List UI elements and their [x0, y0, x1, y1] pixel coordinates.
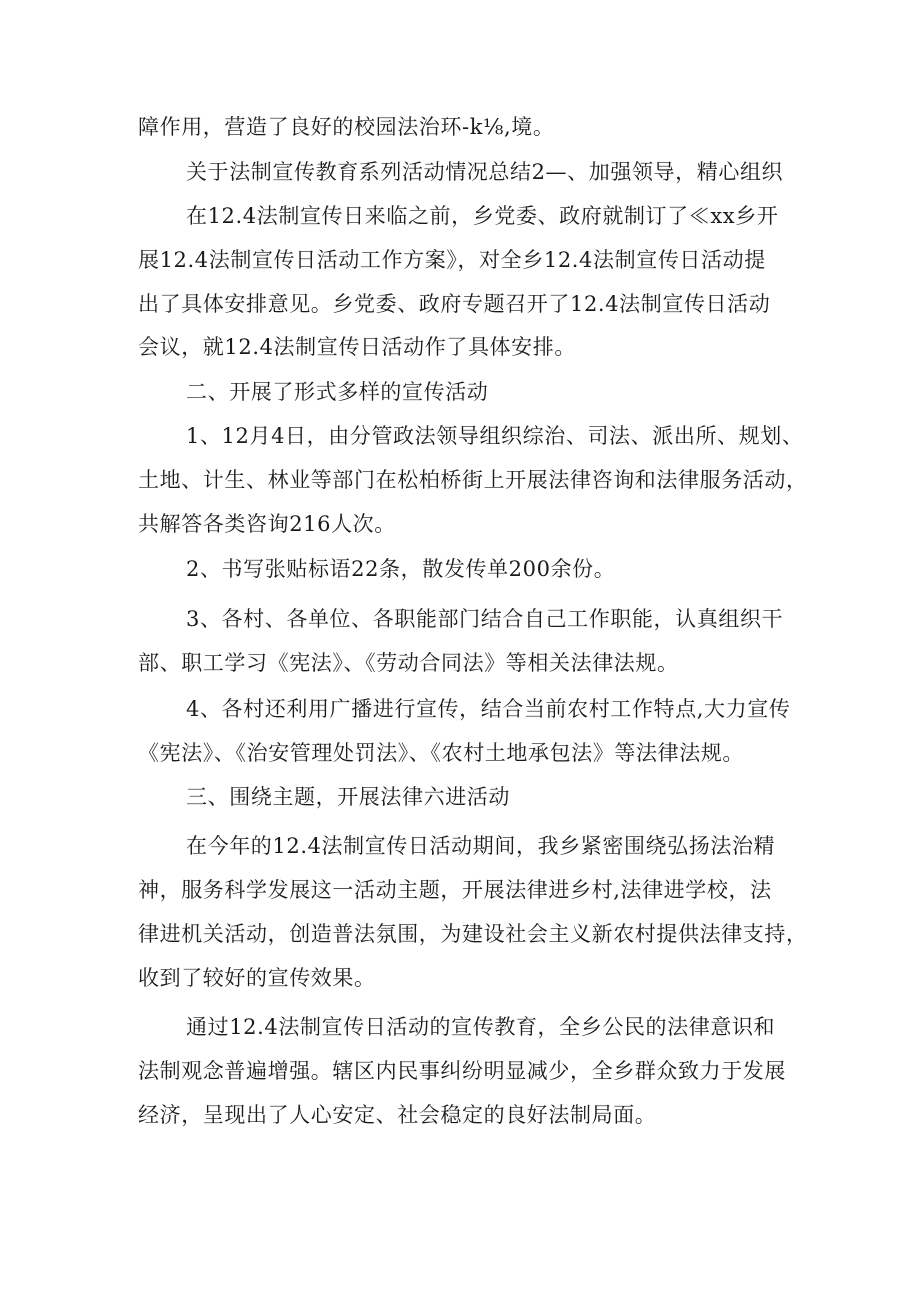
paragraph-line: 通过12.4法制宣传日活动的宣传教育，全乡公民的法律意识和: [186, 1015, 776, 1039]
paragraph-line: 律进机关活动，创造普法氛围，为建设社会主义新农村提供法律支持，: [138, 922, 808, 946]
paragraph-line: 在12.4法制宣传日来临之前，乡党委、政府就制订了≪xx乡开: [186, 204, 779, 228]
continuation-line: 障作用，营造了良好的校园法治环-k⅛,境。: [138, 115, 555, 139]
list-item-line: 《宪法》、《治安管理处罚法》、《农村土地承包法》等法律法规。: [138, 741, 744, 765]
paragraph-line: 出了具体安排意见。乡党委、政府专题召开了12.4法制宣传日活动: [138, 292, 771, 316]
list-item-line: 1、12月4日，由分管政法领导组织综治、司法、派出所、规划、: [186, 424, 804, 448]
summary-title-line: 关于法制宣传教育系列活动情况总结2—、加强领导，精心组织: [186, 160, 784, 184]
list-item-line: 2、书写张贴标语22条，散发传单200余份。: [186, 557, 616, 581]
list-item-line: 土地、计生、林业等部门在松柏桥街上开展法律咨询和法律服务活动，: [138, 468, 808, 492]
paragraph-line: 收到了较好的宣传效果。: [138, 966, 376, 990]
section-heading: 三、围绕主题，开展法律六进活动: [186, 785, 510, 809]
paragraph-line: 神，服务科学发展这一活动主题，开展法律进乡村,法律进学校，法: [138, 878, 772, 902]
paragraph-line: 展12.4法制宣传日活动工作方案》，对全乡12.4法制宣传日活动提: [138, 248, 766, 272]
paragraph-line: 经济，呈现出了人心安定、社会稳定的良好法制局面。: [138, 1103, 657, 1127]
list-item-line: 共解答各类咨询216人次。: [138, 512, 396, 536]
list-item-line: 部、职工学习《宪法》、《劳动合同法》等相关法律法规。: [138, 651, 679, 675]
list-item-line: 3、各村、各单位、各职能部门结合自己工作职能，认真组织干: [186, 607, 784, 631]
paragraph-line: 在今年的12.4法制宣传日活动期间，我乡紧密围绕弘扬法治精: [186, 834, 776, 858]
list-item-line: 4、各村还利用广播进行宣传，结合当前农村工作特点,大力宣传: [186, 697, 791, 721]
section-heading: 二、开展了形式多样的宣传活动: [186, 380, 489, 404]
paragraph-line: 法制观念普遍增强。辖区内民事纠纷明显减少，全乡群众致力于发展: [138, 1059, 786, 1083]
paragraph-line: 会议，就12.4法制宣传日活动作了具体安排。: [138, 335, 576, 359]
